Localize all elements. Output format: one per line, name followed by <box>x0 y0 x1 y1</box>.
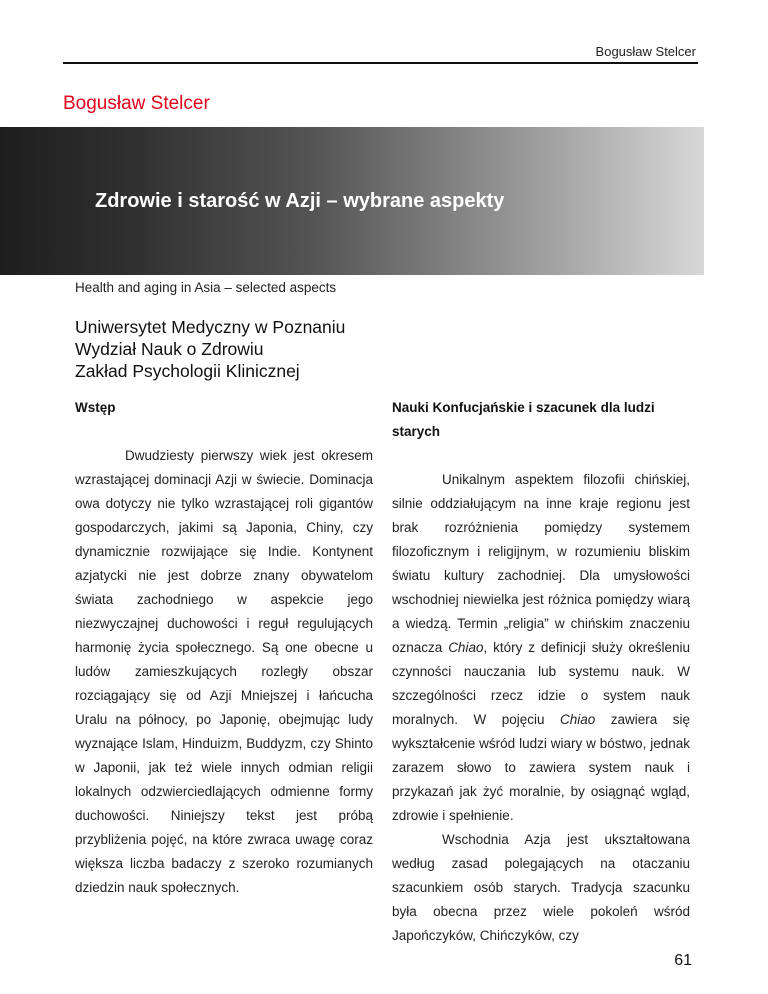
confucian-paragraph-1 <box>392 468 690 828</box>
paragraph-text: Unikalnym aspektem filozofii chińskiej, silnie oddziałującym na inne kraje regionu jest brak rozróżnienia pomiędzy systemem filozoficznym i religijnym, w rozumieniu bliskim światu kultury zachodniej. Dla umysłowości wschodniej niewielka jest różnica pomiędzy wiarą a wiedzą. Termin „religia” w chińskim znaczeniu oznacza <box>392 472 690 655</box>
introduction-paragraph: Dwudziesty pierwszy wiek jest okresem wzrastającej dominacji Azji w świecie. Dominacja owa dotyczy nie tylko wzrastającej roli gigantów gospodarczych, jakimi są Japonia, Chiny, czy dynamicznie rozwijające się Indie. Kontynent azjatycki nie jest dobrze znany obywatelom świata zachodniego w aspekcie jego niezwyczajnej duchowości i reguł regulujących harmonię życia społecznego. Są one obecne u ludów zamieszkujących rozległy obszar rozciągający się od Azji Mniejszej i łańcucha Uralu na północy, po Japonię, obejmując ludy wyznające Islam, Hinduizm, Buddyzm, czy Shinto w Japonii, jak też wiele innych odmian religii lokalnych odzwierciedlających odmienne formy duchowości. Niniejszy tekst jest próbą przybliżenia pojęć, na które zwraca uwagę coraz większa liczba badaczy z szeroko rozumianych dziedzin nauk społecznych. <box>75 448 373 895</box>
confucian-paragraph-2: Wschodnia Azja jest ukształtowana według zasad polegających na otaczaniu szacunkiem osób starych. Tradycja szacunku była obecna przez wiele pokoleń wśród Japończyków, Chińczyków, czy <box>392 832 690 943</box>
title-banner <box>0 127 704 275</box>
section-heading-introduction: Wstęp <box>75 400 116 415</box>
right-column <box>392 396 690 948</box>
paragraph-text: , który z definicji służy określeniu czynności nauczania lub systemu nauk. W szczególności rzecz idzie o system nauk moralnych. W pojęciu <box>392 640 690 727</box>
affiliation-department: Zakład Psychologii Klinicznej <box>75 361 300 381</box>
header-rule <box>63 62 698 64</box>
term-chiao: Chiao <box>448 640 484 655</box>
affiliation-university: Uniwersytet Medyczny w Poznaniu <box>75 317 346 337</box>
page-number: 61 <box>674 952 692 969</box>
article-title: Zdrowie i starość w Azji – wybrane aspekty <box>95 190 505 212</box>
running-header-author: Bogusław Stelcer <box>595 44 696 59</box>
english-subtitle: Health and aging in Asia – selected aspects <box>75 280 337 295</box>
affiliation-block <box>75 316 345 382</box>
left-column <box>75 396 373 900</box>
paragraph-text: zawiera się wykształcenie wśród ludzi wiary w bóstwo, jednak zarazem słowo to zawiera system nauk i przykazań jak żyć moralnie, by osiągnąć wgląd, zdrowie i spełnienie. <box>392 712 690 823</box>
article-author: Bogusław Stelcer <box>63 93 210 114</box>
section-heading-confucian: Nauki Konfucjańskie i szacunek dla ludzi starych <box>392 400 655 439</box>
term-chiao: Chiao <box>559 712 596 727</box>
affiliation-faculty: Wydział Nauk o Zdrowiu <box>75 339 264 359</box>
